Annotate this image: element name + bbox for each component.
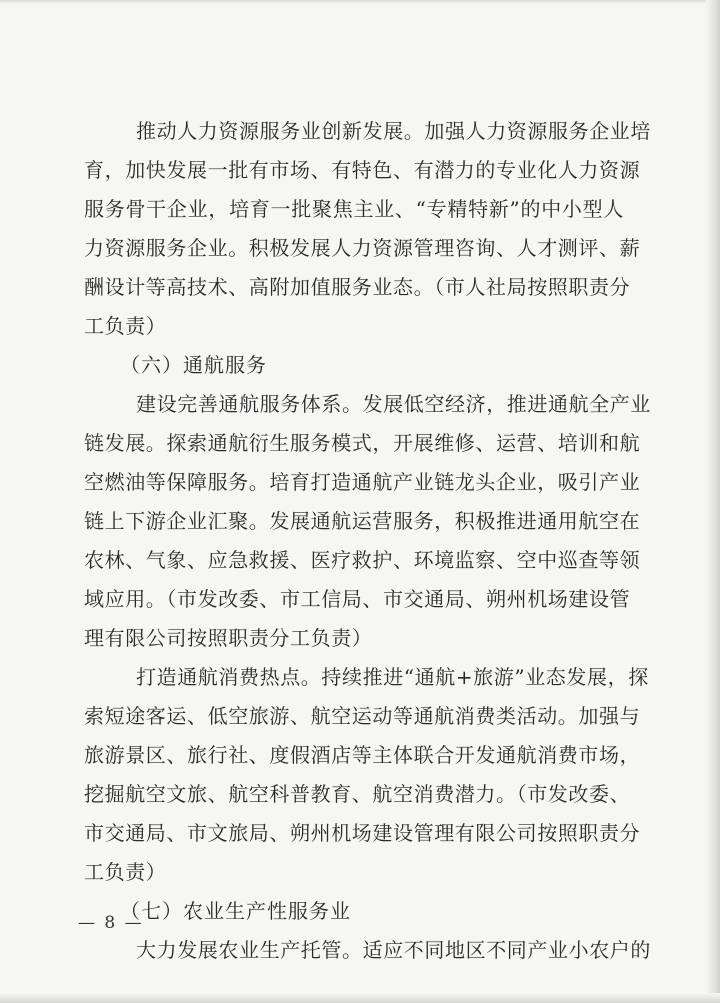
paragraph-line: 建设完善通航服务体系。发展低空经济，推进通航全产业 <box>136 392 651 416</box>
paragraph-line: 育，加快发展一批有市场、有特色、有潜力的专业化人力资源 <box>84 158 641 182</box>
paragraph-line: 链上下游企业汇聚。发展通航运营服务，积极推进通用航空在 <box>84 509 641 533</box>
paragraph-line: 服务骨干企业，培育一批聚焦主业、“专精特新”的中小型人 <box>84 197 624 221</box>
paragraph-line: 推动人力资源服务业创新发展。加强人力资源服务企业培 <box>136 119 651 143</box>
page-number: — 8 — <box>78 913 144 933</box>
scan-edge-right <box>706 0 720 1003</box>
paragraph-line: 大力发展农业生产托管。适应不同地区不同产业小农户的 <box>136 938 651 962</box>
paragraph-line: 索短途客运、低空旅游、航空运动等通航消费类活动。加强与 <box>84 704 641 728</box>
paragraph-line: 旅游景区、旅行社、度假酒店等主体联合开发通航消费市场， <box>84 743 641 767</box>
paragraph-line: 域应用。（市发改委、市工信局、市交通局、朔州机场建设管 <box>84 587 631 611</box>
paragraph-line: 理有限公司按照职责分工负责） <box>84 626 373 650</box>
paragraph-line: 打造通航消费热点。持续推进“通航+旅游”业态发展，探 <box>136 665 649 689</box>
scan-edge-bottom <box>0 993 720 1003</box>
paragraph-line: 力资源服务企业。积极发展人力资源管理咨询、人才测评、薪 <box>84 236 641 260</box>
paragraph-line: 链发展。探索通航衍生服务模式，开展维修、运营、培训和航 <box>84 431 641 455</box>
paragraph-line: 工负责） <box>84 860 167 884</box>
paragraph-line: 空燃油等保障服务。培育打造通航产业链龙头企业，吸引产业 <box>84 470 641 494</box>
paragraph-line: 酬设计等高技术、高附加值服务业态。（市人社局按照职责分 <box>84 275 631 299</box>
paragraph-line: 挖掘航空文旅、航空科普教育、航空消费潜力。（市发改委、 <box>84 782 631 806</box>
paragraph-line: 工负责） <box>84 314 167 338</box>
section-heading: （六）通航服务 <box>120 353 267 377</box>
paragraph-line: 市交通局、市文旅局、朔州机场建设管理有限公司按照职责分 <box>84 821 641 845</box>
section-heading: （七）农业生产性服务业 <box>120 899 351 923</box>
scan-edge-top <box>0 0 720 4</box>
paragraph-line: 农林、气象、应急救援、医疗救护、环境监察、空中巡查等领 <box>84 548 641 572</box>
